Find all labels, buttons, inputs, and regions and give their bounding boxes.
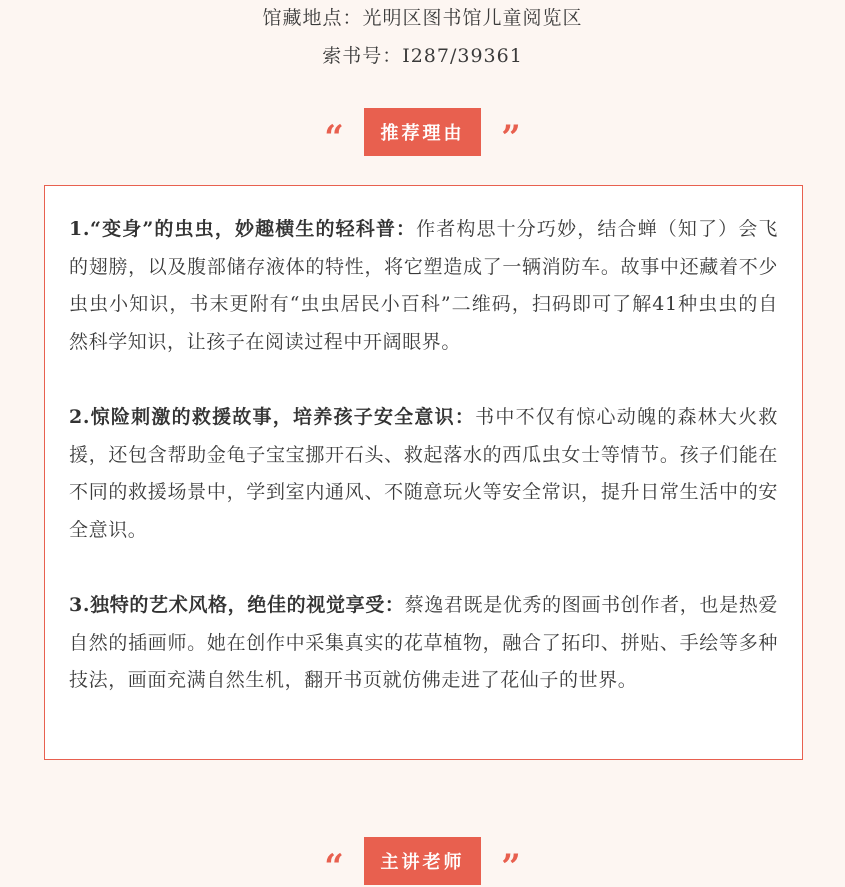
reason-title: 1.“变身”的虫虫，妙趣横生的轻科普： <box>69 218 417 240</box>
reason-title: 2.惊险刺激的救援故事，培养孩子安全意识： <box>69 406 476 428</box>
reason-title: 3.独特的艺术风格，绝佳的视觉享受： <box>69 594 405 616</box>
recommend-heading-label: 推荐理由 <box>364 108 481 156</box>
call-number: 索书号：I287/39361 <box>322 45 523 67</box>
reason-item <box>69 587 778 700</box>
reason-body: 书中不仅有惊心动魄的森林大火救援，还包含帮助金龟子宝宝挪开石头、救起落水的西瓜虫女士等情节。孩子们能在不同的救援场景中，学到室内通风、不随意玩火等安全常识，提升日常生活中的安全意识。 <box>69 406 778 541</box>
reason-body: 蔡逸君既是优秀的图画书创作者，也是热爱自然的插画师。她在创作中采集真实的花草植物，融合了拓印、拼贴、手绘等多种技法，画面充满自然生机，翻开书页就仿佛走进了花仙子的世界。 <box>69 594 778 691</box>
reason-item <box>69 211 778 361</box>
reason-item <box>69 399 778 549</box>
recommend-reasons-box <box>44 185 803 760</box>
open-quote-icon: “ <box>324 118 344 158</box>
close-quote-icon: ” <box>501 118 521 158</box>
open-quote-icon: “ <box>324 847 344 887</box>
lecturer-heading-label: 主讲老师 <box>364 837 481 885</box>
recommend-heading <box>0 108 845 156</box>
reason-body: 作者构思十分巧妙，结合蝉（知了）会飞的翅膀，以及腹部储存液体的特性，将它塑造成了一辆消防车。故事中还藏着不少虫虫小知识，书末更附有“虫虫居民小百科”二维码，扫码即可了解41种虫虫的自然科学知识，让孩子在阅读过程中开阔眼界。 <box>69 218 778 353</box>
lecturer-heading <box>0 837 845 885</box>
close-quote-icon: ” <box>501 847 521 887</box>
collection-location: 馆藏地点：光明区图书馆儿童阅览区 <box>262 7 583 29</box>
